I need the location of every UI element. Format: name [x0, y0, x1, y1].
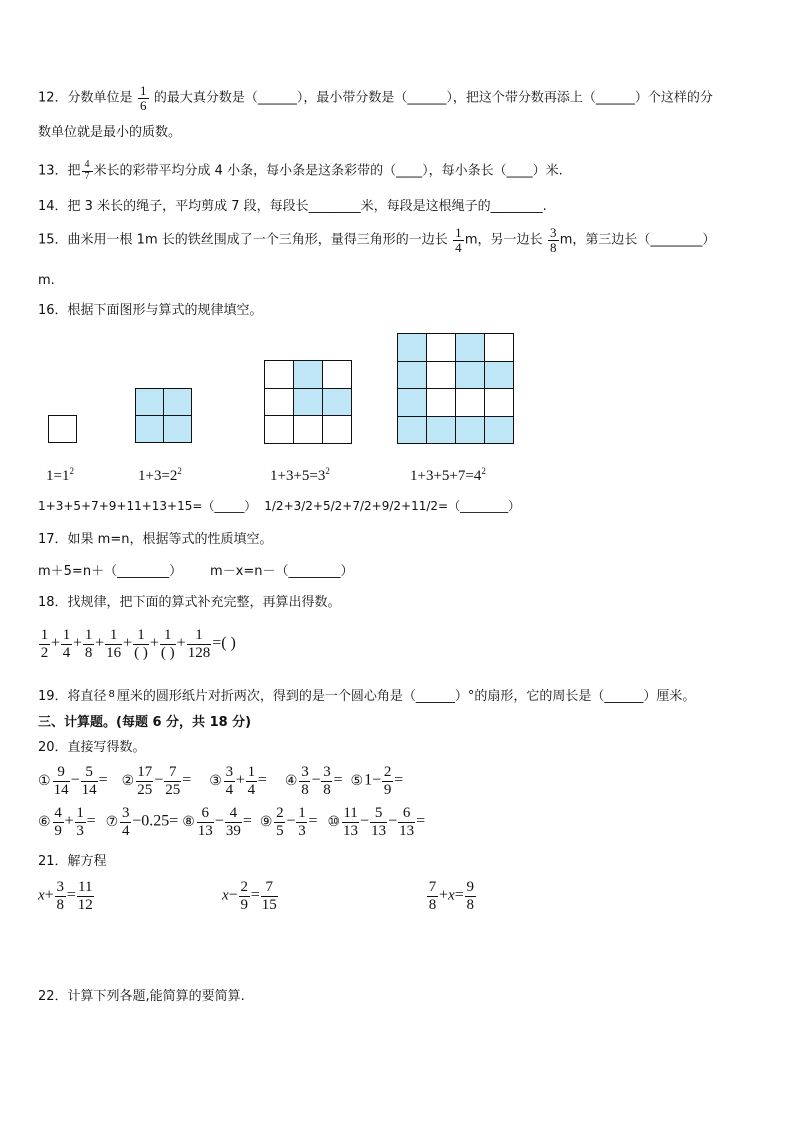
grid-cell-shaded [456, 362, 485, 390]
grid-cell [427, 389, 456, 417]
grid-cell-shaded [323, 389, 352, 417]
grid-cell [294, 416, 323, 444]
q19-body: 厘米的圆形纸片对折两次，得到的是一个圆心角是（______）°的扇形，它的周长是（______）厘米。 [116, 689, 696, 704]
q20-p5-b: $\frac{2}{9}$ [383, 764, 392, 798]
q13-line [38, 160, 563, 182]
q20-num-5: ⑤ [350, 773, 364, 789]
q20-p2-a: $\frac{17}{25}$ [137, 764, 153, 798]
q20-num-7: ⑦ [105, 814, 119, 830]
grid-cell-shaded [398, 389, 427, 417]
plus-sign: + [95, 634, 105, 652]
q21-eq-1: x+ $\frac{3}{8}$ = $\frac{11}{12}$ [38, 879, 93, 913]
q16-title: 16．根据下面图形与算式的规律填空。 [38, 303, 263, 318]
series-term: $\frac{1}{16}$ [106, 627, 122, 661]
grid-cell [427, 362, 456, 390]
q20-num-2: ② [121, 773, 135, 789]
q20-row-1: ① $\frac{9}{14}$ − $\frac{5}{14}$ = ② $\frac{17}{25}$ − $\frac{7}{25}$ = ③ $\frac{3}{4}$ + $\frac{1}{4}$ = ④ $\frac{3}{8}$ − $\frac{3}{8}$ = ⑤1− $\frac{2}{9}$ = [38, 764, 404, 798]
q20-p9-a: $\frac{2}{5}$ [276, 805, 284, 839]
grid-cell-shaded [485, 417, 514, 445]
q21-eq-2: x− $\frac{2}{9}$ = $\frac{7}{15}$ [222, 879, 277, 913]
grid-cell [265, 361, 294, 389]
grid-cell [49, 416, 77, 443]
q20-p4-a: $\frac{3}{8}$ [301, 764, 309, 798]
q20-p4-b: $\frac{3}{8}$ [323, 764, 331, 798]
q15-suffix: m，第三边长（________） [559, 232, 716, 248]
figure-1-caption: $1=1^2$ [46, 466, 74, 484]
q15-prefix: 15．曲米用一根 1m 长的铁丝围成了一个三角形，量得三角形的一边长 [38, 232, 448, 248]
series-term: $\frac{1}{2}$ [40, 627, 49, 661]
grid-cell [427, 334, 456, 362]
q19-diameter: 8 [108, 689, 115, 700]
q20-p9-b: $\frac{1}{3}$ [298, 805, 306, 839]
grid-cell-shaded [164, 416, 192, 443]
series-term: $\frac{1}{8}$ [84, 627, 93, 661]
figure-1x1 [48, 415, 77, 443]
q19-line [38, 690, 695, 703]
q13-body: 米长的彩带平均分成 4 小条，每小条是这条彩带的（____），每小条长（____）米. [93, 163, 563, 179]
q15-fraction-1: $\frac{1}{4}$ [453, 226, 464, 254]
q20-row-2: ⑥ $\frac{4}{9}$ + $\frac{1}{3}$ = ⑦ $\frac{3}{4}$ −0.25= ⑧ $\frac{6}{13}$ − $\frac{4}{39}$ = ⑨ $\frac{2}{5}$ − $\frac{1}{3}$ = ⑩ $\frac{11}{13}$ − $\frac{5}{13}$ − $\frac{6}{13}$ = [38, 805, 426, 839]
q16-blanks [38, 500, 520, 512]
q15-line1 [38, 226, 715, 254]
grid-cell-shaded [427, 417, 456, 445]
q20-p6-a: $\frac{4}{9}$ [54, 805, 62, 839]
grid-cell-shaded [398, 334, 427, 362]
plus-sign: + [176, 634, 186, 652]
figure-2-caption: $1+3=2^2$ [138, 466, 182, 484]
q20-p1-a: $\frac{9}{14}$ [53, 764, 69, 798]
grid-cell-shaded [456, 417, 485, 445]
q17-title: 17．如果 m=n，根据等式的性质填空。 [38, 532, 273, 547]
grid-cell [485, 334, 514, 362]
q20-p10-b: $\frac{5}{13}$ [371, 805, 387, 839]
q18-title: 18．找规律，把下面的算式补充完整，再算出得数。 [38, 595, 341, 610]
q22-title: 22．计算下列各题,能简算的要简算. [38, 989, 245, 1004]
grid-cell-shaded [398, 417, 427, 445]
grid-cell-shaded [294, 389, 323, 417]
q20-title: 20．直接写得数。 [38, 740, 146, 755]
grid-cell-shaded [164, 389, 192, 416]
q12-line1 [38, 84, 713, 112]
section-3-heading: 三、计算题。(每题 6 分，共 18 分) [38, 715, 252, 730]
q15-line2: m. [38, 273, 55, 288]
q12-line2: 数单位就是最小的质数。 [38, 125, 182, 140]
grid-cell [323, 361, 352, 389]
q20-p8-a: $\frac{6}{13}$ [197, 805, 213, 839]
q20-p3-b: $\frac{1}{4}$ [247, 764, 256, 798]
series-term: $\frac{1}{( )}$ [134, 627, 148, 661]
grid-cell-shaded [136, 389, 164, 416]
series-term: $\frac{1}{4}$ [62, 627, 71, 661]
grid-cell [485, 389, 514, 417]
q17-eq1: m＋5=n＋（________） [38, 564, 183, 579]
q20-p1-b: $\frac{5}{14}$ [81, 764, 97, 798]
q18-series [38, 627, 236, 661]
series-answer-blank: =( ) [212, 634, 236, 652]
figure-4x4 [397, 333, 514, 444]
q14-line: 14．把 3 米长的绳子，平均剪成 7 段，每段长________米，每段是这根绳子的________. [38, 199, 547, 214]
grid-cell-shaded [136, 416, 164, 443]
q20-p2-b: $\frac{7}{25}$ [165, 764, 181, 798]
q20-num-8: ⑧ [182, 814, 195, 830]
q17-eq2: m－x=n－（________） [210, 564, 354, 579]
plus-sign: + [51, 634, 61, 652]
figure-3x3 [264, 360, 352, 444]
grid-cell [456, 389, 485, 417]
figure-3-caption: $1+3+5=3^2$ [270, 466, 330, 484]
q20-p8-b: $\frac{4}{39}$ [225, 805, 241, 839]
plus-sign: + [123, 634, 133, 652]
grid-cell-shaded [456, 334, 485, 362]
grid-cell-shaded [485, 362, 514, 390]
q21-title: 21．解方程 [38, 854, 107, 869]
grid-cell [323, 416, 352, 444]
q12-prefix: 12．分数单位是 [38, 90, 133, 106]
q12-body: 的最大真分数是（______），最小带分数是（______），把这个带分数再添上（______）个这样的分 [153, 90, 713, 106]
figure-4-caption: $1+3+5+7=4^2$ [410, 466, 486, 484]
grid-cell-shaded [398, 362, 427, 390]
grid-cell-shaded [294, 361, 323, 389]
q20-num-1: ① [38, 773, 51, 789]
q13-fraction: $\frac{4}{7}$ [82, 160, 93, 182]
q20-p3-a: $\frac{3}{4}$ [225, 764, 234, 798]
q20-num-9: ⑨ [259, 814, 273, 830]
q12-fraction: $\frac{1}{6}$ [138, 84, 149, 112]
q20-num-10: ⑩ [327, 814, 341, 830]
grid-cell [265, 416, 294, 444]
q21-eq-3: $\frac{7}{8}$ +x= $\frac{9}{8}$ [428, 879, 474, 913]
plus-sign: + [149, 634, 159, 652]
q20-num-6: ⑥ [38, 814, 51, 830]
figure-2x2 [135, 388, 192, 443]
q19-prefix: 19．将直径 [38, 689, 107, 704]
grid-cell [265, 389, 294, 417]
plus-sign: + [73, 634, 83, 652]
q15-fraction-2: $\frac{3}{8}$ [548, 226, 559, 254]
q16-blank-1: 1+3+5+7+9+11+13+15=（_____） [38, 499, 257, 513]
series-term: $\frac{1}{( )}$ [160, 627, 175, 661]
q20-num-3: ③ [209, 773, 222, 789]
q13-prefix: 13．把 [38, 163, 81, 179]
q20-p10-c: $\frac{6}{13}$ [399, 805, 415, 839]
q15-middle: m，另一边长 [464, 232, 543, 248]
q20-p10-a: $\frac{11}{13}$ [343, 805, 359, 839]
q20-p7-a: $\frac{3}{4}$ [121, 805, 130, 839]
q16-blank-2: 1/2+3/2+5/2+7/2+9/2+11/2=（________） [264, 499, 521, 513]
q20-num-4: ④ [284, 773, 298, 789]
q20-p6-b: $\frac{1}{3}$ [76, 805, 84, 839]
series-term: $\frac{1}{128}$ [187, 627, 211, 661]
